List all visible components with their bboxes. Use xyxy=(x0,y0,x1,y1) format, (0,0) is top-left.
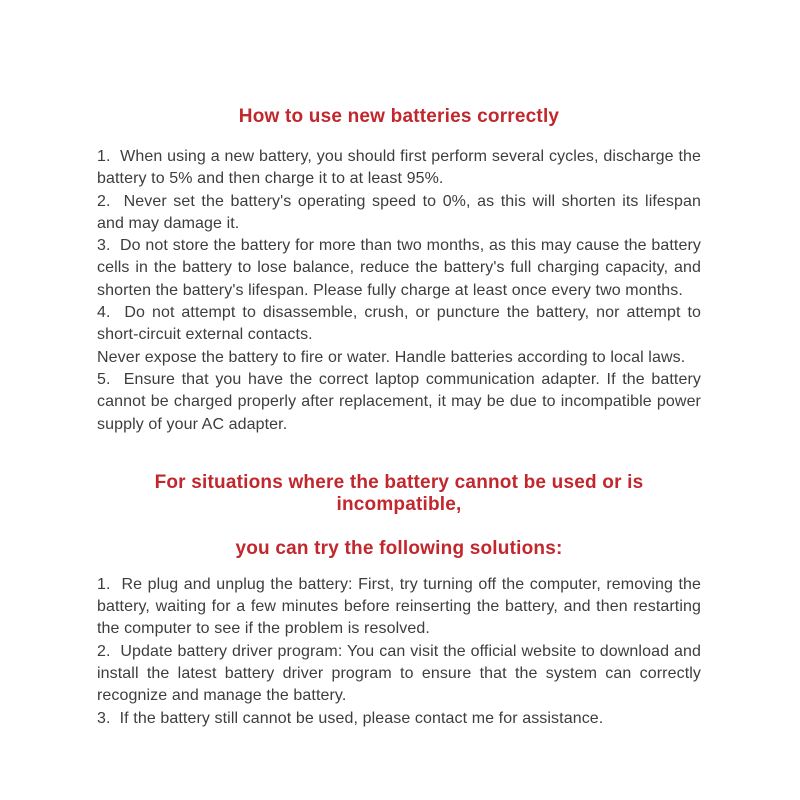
solution-paragraph-2: 2. Update battery driver program: You can visit the official website to download and install the latest battery driver program to ensure that the system can correctly recognize and manage the battery. xyxy=(97,642,701,705)
solution-paragraph-3: 3. If the battery still cannot be used, please contact me for assistance. xyxy=(97,709,604,727)
section1-heading: How to use new batteries correctly xyxy=(238,106,560,127)
section2-body xyxy=(97,574,701,730)
solution-paragraph-1: 1. Re plug and unplug the battery: First, try turning off the computer, removing the battery, waiting for a few minutes before reinserting the battery, and then restarting the computer to see if the problem is resolved. xyxy=(97,575,701,638)
instruction-paragraph-2: 2. Never set the battery's operating speed to 0%, as this will shorten its lifespan and may damage it. xyxy=(97,192,701,232)
instruction-paragraph-4: 4. Do not attempt to disassemble, crush, or puncture the battery, nor attempt to short-circuit external contacts. xyxy=(97,304,701,344)
section2-heading-line1: For situations where the battery cannot be used or is incompatible, xyxy=(154,471,644,515)
document-content xyxy=(97,0,701,730)
instruction-paragraph-3: 3. Do not store the battery for more than two months, as this may cause the battery cells in the battery to lose balance, reduce the battery's full charging capacity, and shorten the battery's lifespan. Please fully charge at least once every two months. xyxy=(97,237,701,299)
instruction-paragraph-5: Never expose the battery to fire or water. Handle batteries according to local laws. xyxy=(97,348,686,366)
section1-body xyxy=(97,146,701,436)
instruction-paragraph-6: 5. Ensure that you have the correct laptop communication adapter. If the battery cannot be charged properly after replacement, it may be due to incompatible power supply of your AC adapter. xyxy=(97,370,701,433)
section2-heading-line2: you can try the following solutions: xyxy=(235,537,563,559)
instruction-paragraph-1: 1. When using a new battery, you should first perform several cycles, discharge the battery to 5% and then charge it to at least 95%. xyxy=(97,148,701,188)
